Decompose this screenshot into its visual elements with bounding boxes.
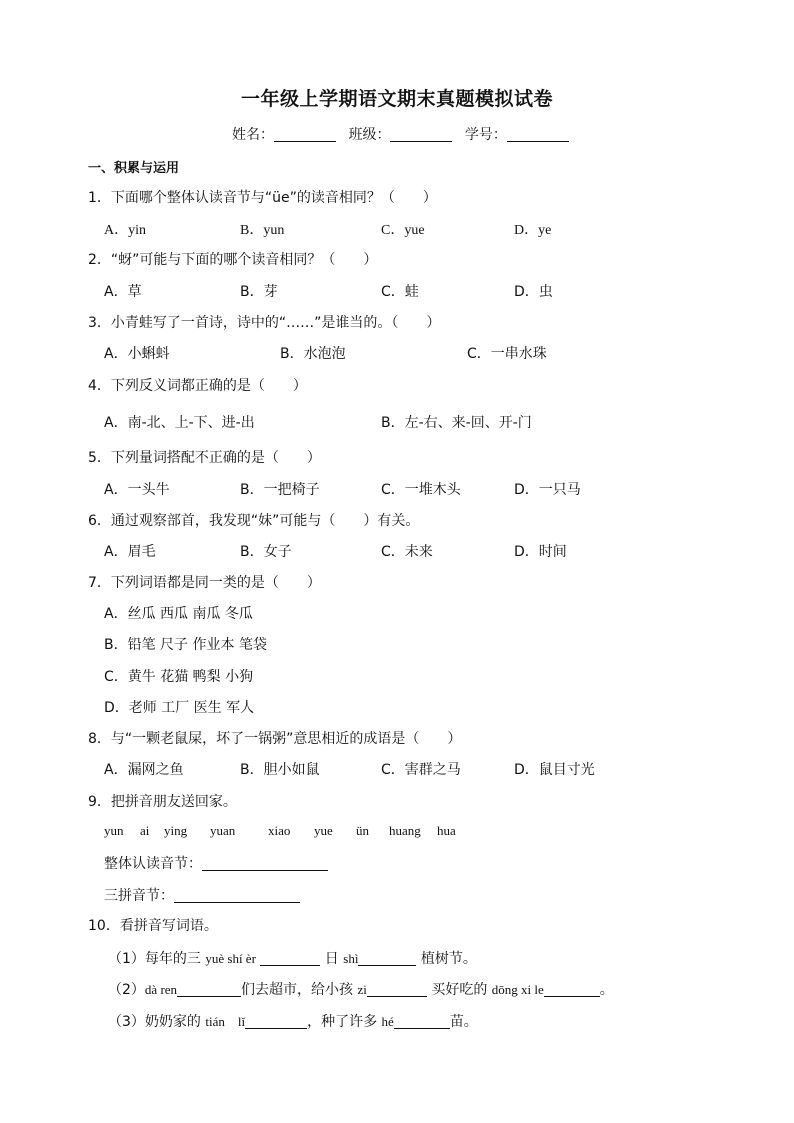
q10-2-blank-b[interactable] [367,982,427,997]
q2-option-a[interactable]: A．草 [104,284,142,300]
name-label: 姓名： [232,127,274,143]
q1-option-c[interactable]: C．yue [381,223,425,238]
q10-2-text-a: （2） [108,982,145,998]
q1-option-b[interactable]: B．yun [240,223,285,238]
q10-1-text-b: 日 [320,951,344,967]
question-2: 2．“蚜”可能与下面的哪个读音相同？（ ） [88,252,378,268]
pinyin-huang: huang [389,823,421,838]
q2-option-b[interactable]: B．芽 [240,284,278,300]
q9-line-2 [104,885,300,905]
q10-1-text-a: （1）每年的三 [108,951,206,967]
q10-1-pinyin-a: yuè shí èr [205,951,256,966]
id-label: 学号： [464,127,507,143]
student-info [232,124,577,144]
question-3: 3．小青蛙写了一首诗，诗中的“……”是谁当的。（ ） [88,315,441,331]
q10-2-pinyin-b: zi [357,982,367,997]
q8-option-c[interactable]: C．害群之马 [381,762,461,778]
q8-option-d[interactable]: D．鼠目寸光 [514,762,595,778]
name-blank[interactable] [274,127,336,142]
class-blank[interactable] [390,127,452,142]
whole-syllable-label: 整体认读音节： [104,856,202,872]
q1-option-d[interactable]: D．ye [514,223,552,238]
question-1: 1．下面哪个整体认读音节与“üe”的读音相同？（ ） [88,190,437,206]
question-5: 5．下列量词搭配不正确的是（ ） [88,450,321,466]
pinyin-xiao: xiao [268,823,291,838]
whole-syllable-blank[interactable] [202,856,328,871]
q10-item-2 [108,979,614,999]
question-8: 8．与“一颗老鼠屎，坏了一锅粥”意思相近的成语是（ ） [88,731,462,747]
q10-1-pinyin-b: shì [343,951,359,966]
q10-2-text-d: 。 [599,982,614,998]
q5-option-b[interactable]: B．一把椅子 [240,482,320,498]
q10-3-text-c: 苗。 [449,1014,478,1030]
pinyin-ai: ai [140,823,150,838]
triple-syllable-blank[interactable] [174,888,300,903]
q3-option-c[interactable]: C．一串水珠 [467,346,547,362]
q10-3-text-a: （3）奶奶家的 [108,1014,206,1030]
pinyin-yun: yun [104,823,124,838]
question-6: 6．通过观察部首，我发现“妹”可能与（ ）有关。 [88,513,420,529]
q5-option-d[interactable]: D．一只马 [514,482,581,498]
q8-option-a[interactable]: A．漏网之鱼 [104,762,184,778]
q2-option-d[interactable]: D．虫 [514,284,553,300]
q2-option-c[interactable]: C．蛙 [381,284,419,300]
q10-1-text-c: 植树节。 [416,951,477,967]
pinyin-ying: ying [164,823,188,838]
q3-option-a[interactable]: A．小蝌蚪 [104,346,170,362]
q6-option-c[interactable]: C．未来 [381,544,433,560]
q10-item-3 [108,1011,478,1031]
q7-option-c[interactable]: C．黄牛 花猫 鸭梨 小狗 [104,669,254,685]
q10-2-pinyin-a: dà ren [144,982,178,997]
id-blank[interactable] [507,127,569,142]
q6-option-b[interactable]: B．女子 [240,544,292,560]
q10-2-pinyin-c: dōng xi le [491,982,544,997]
triple-syllable-label: 三拼音节： [104,888,174,904]
q10-3-blank-b[interactable] [394,1014,450,1029]
q10-2-text-c: 买好吃的 [426,982,492,998]
page-title: 一年级上学期语文期末真题模拟试卷 [240,88,553,110]
q4-option-a[interactable]: A．南-北、上-下、进-出 [104,415,255,431]
q10-1-blank-a[interactable] [260,951,320,966]
question-7: 7．下列词语都是同一类的是（ ） [88,575,321,591]
q10-3-text-b: ，种了许多 [307,1014,382,1030]
q5-option-a[interactable]: A．一头牛 [104,482,170,498]
q5-option-c[interactable]: C．一堆木头 [381,482,461,498]
question-10: 10．看拼音写词语。 [88,918,218,934]
q10-item-1 [108,948,477,968]
pinyin-yuan: yuan [210,823,236,838]
q3-option-b[interactable]: B．水泡泡 [280,346,346,362]
pinyin-un: ün [356,823,369,838]
q6-option-d[interactable]: D．时间 [514,544,567,560]
q10-3-pinyin-a: tián lǐ [205,1014,246,1029]
q7-option-d[interactable]: D．老师 工厂 医生 军人 [104,700,255,716]
q10-2-blank-c[interactable] [544,982,600,997]
q10-2-blank-a[interactable] [177,982,241,997]
q9-line-1 [104,853,328,873]
section-heading: 一、积累与运用 [88,161,180,176]
q1-option-a[interactable]: A．yin [104,223,146,238]
q10-3-blank-a[interactable] [245,1014,307,1029]
q8-option-b[interactable]: B．胆小如鼠 [240,762,320,778]
q4-option-b[interactable]: B．左-右、来-回、开-门 [381,415,532,431]
pinyin-yue: yue [314,823,333,838]
q10-1-blank-b[interactable] [358,951,416,966]
pinyin-hua: hua [437,823,456,838]
q6-option-a[interactable]: A．眉毛 [104,544,156,560]
q7-option-b[interactable]: B．铅笔 尺子 作业本 笔袋 [104,637,267,653]
q10-2-text-b: 们去超市，给小孩 [241,982,358,998]
q10-3-pinyin-b: hé [381,1014,394,1029]
q7-option-a[interactable]: A．丝瓜 西瓜 南瓜 冬瓜 [104,606,253,622]
question-9: 9．把拼音朋友送回家。 [88,794,237,810]
question-4: 4．下列反义词都正确的是（ ） [88,378,307,394]
class-label: 班级： [348,127,391,143]
